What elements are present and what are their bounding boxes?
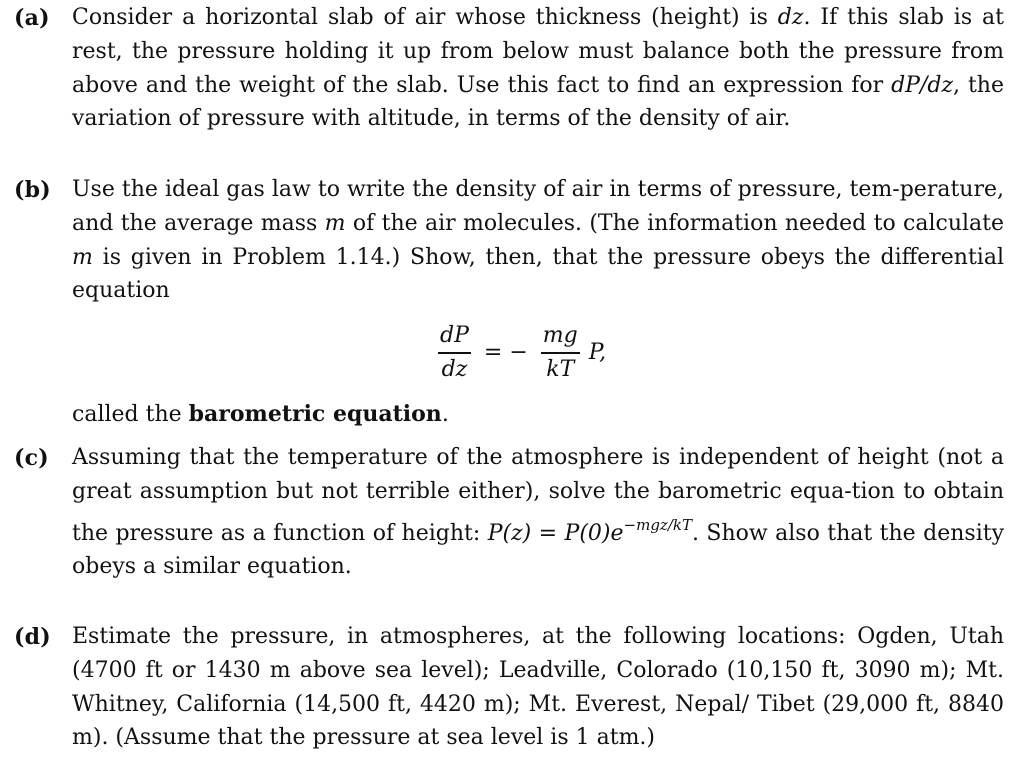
part-b-text-2: of the air molecules. (The information needed to calculate [345,210,1005,236]
part-c-text-2: . Show also that the density obeys a similar equation. [72,520,1004,580]
part-b-text-1: Use the ideal gas law to write the density of air in terms of pressure, tem-perature, and the average mass [72,177,1004,236]
equals-minus: = − [483,340,528,366]
formula-exponent: −mgz/kT [623,515,692,534]
problem-part-a [14,1,1004,136]
problem-part-d [14,620,1004,755]
barometric-caption [14,398,1004,432]
fraction-bar [541,352,580,354]
part-label-b: (b) [14,177,51,203]
part-label-d: (d) [14,624,51,650]
math-m: m [324,210,346,236]
caption-end: . [441,402,449,427]
part-a-text-2: . If this slab is at rest, the pressure holding it up from below must balance both the pressure from above and the weight of the slab. Use this fact to find an expression for [72,5,1005,98]
barometric-equation [438,322,638,392]
math-m: m [72,244,93,270]
equation-tail: P, [588,340,607,366]
part-label-c: (c) [14,445,49,471]
problem-part-c [14,441,1004,584]
part-b-text-3: is given in Problem 1.14.) Show, then, that the pressure obeys the differential equation [72,244,1004,304]
fraction-bar [438,352,471,354]
part-a-text-1: Consider a horizontal slab of air whose thickness (height) is [72,5,778,30]
part-a-text [72,1,1004,136]
fraction-numerator: mg [542,323,578,348]
part-c-text [72,441,1004,584]
pressure-formula: P(z) = P(0)e [487,520,624,546]
part-d-text: Estimate the pressure, in atmospheres, at the following locations: Ogden, Utah (4700 ft or 1430 m above sea level); Leadville, Colorado (10,150 ft, 3090 m); Mt. Whitney, California (14,500 ft, 4420 m); Mt. Everest, Nepal/ Tibet (29,000 ft, 8840 m). (Assume that the pressure at sea level is 1 atm.) [72,624,1004,751]
caption-text: called the [72,402,189,427]
fraction-numerator: dP [440,323,469,348]
fraction-mg-kt [541,322,580,384]
math-dp-dz: dP/dz [891,72,954,98]
fraction-denominator: dz [441,356,468,382]
part-a-text-3: , the variation of pressure with altitude, in terms of the density of air. [72,72,1004,132]
part-b-text [72,173,1004,308]
problem-part-b [14,173,1004,308]
fraction-dp-dz [438,322,471,384]
barometric-equation-term: barometric equation [188,401,442,427]
part-c-text-1: Assuming that the temperature of the atmosphere is independent of height (not a great assumption but not terrible either), solve the barometric equa-tion to obtain the pressure as a function of height: [72,445,1004,546]
fraction-denominator: kT [546,356,575,382]
part-label-a: (a) [14,5,50,31]
math-dz: dz [777,5,804,30]
